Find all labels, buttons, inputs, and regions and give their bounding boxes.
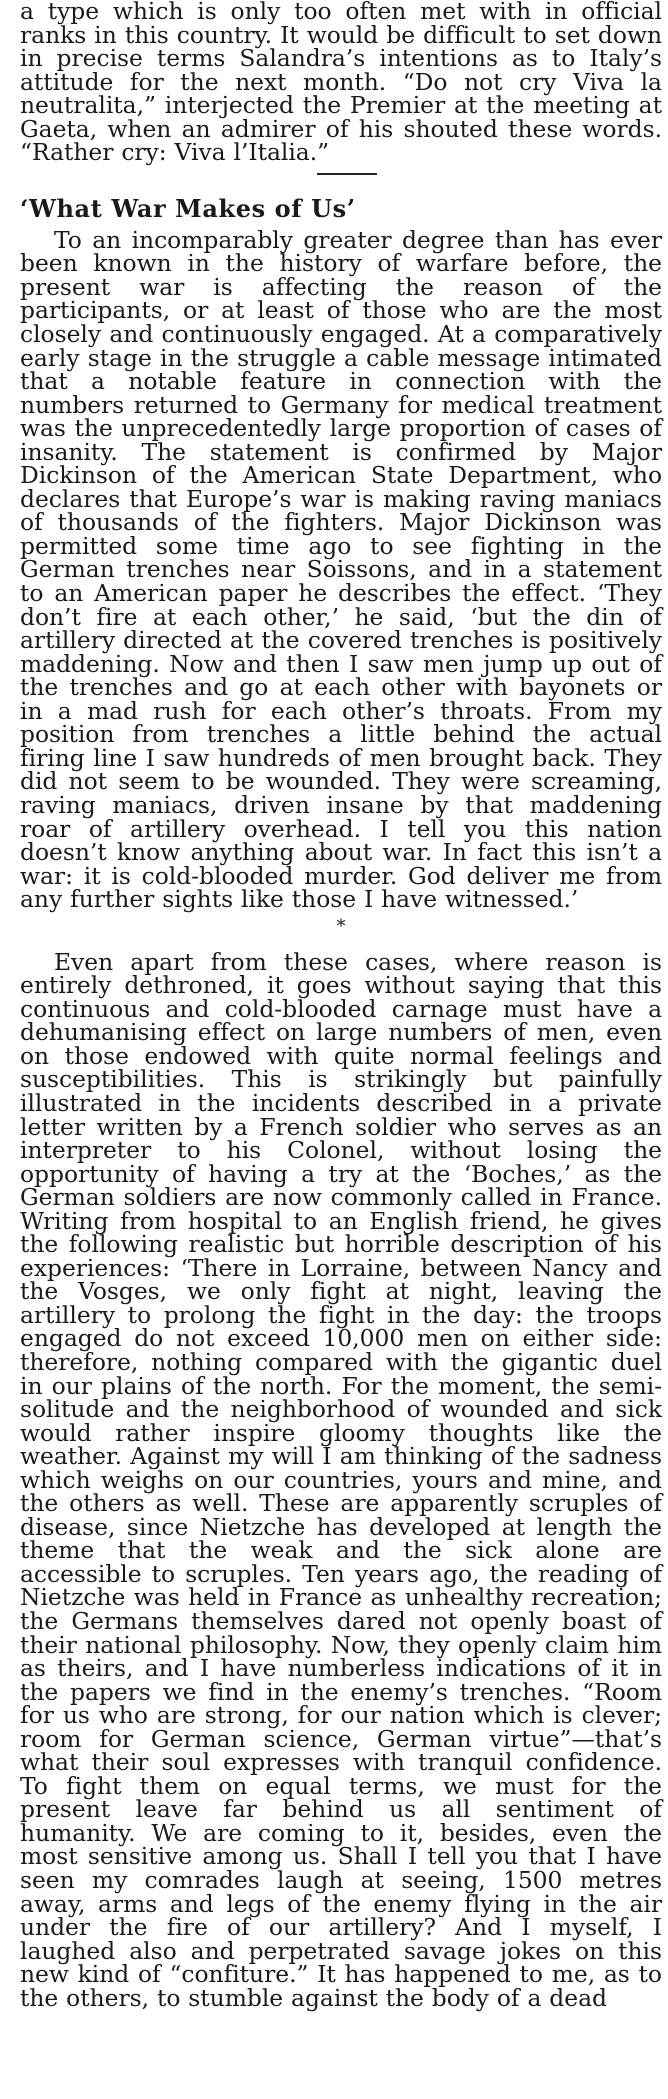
section-divider xyxy=(317,173,377,175)
paragraph-2: Even apart from these cases, where reason is entirely dethroned, it goes without saying that this continuous and cold-blooded carnage must have a dehumanising effect on large numbers of men, even on those endowed with quite normal feelings and susceptibilities. This is strikingly but painfully illustrated in the incidents described in a private letter written by a French soldier who serves as an interpreter to his Colonel, without losing the opportunity of having a try at the ‘Boches,’ as the German soldiers are now commonly called in France. Writing from hospital to an English friend, he gives the following realistic but horrible description of his experiences: ‘There in Lorraine, between Nancy and the Vosges, we only fight at night, leaving the artillery to prolong the fight in the day: the troops engaged do not exceed 10,000 men on either side: therefore, nothing compared with the gigantic duel in our plains of the north. For the moment, the semi-solitude and the neighborhood of wounded and sick would rather inspire gloomy thoughts like the weather. Against my will I am thinking of the sadness which weighs on our countries, yours and mine, and the others as well. These are apparently scruples of disease, since Nietzche has developed at length the theme that the weak and the sick alone are accessible to scruples. Ten years ago, the reading of Nietzche was held in France as unhealthy recreation; the Germans themselves dared not openly boast of their national philosophy. Now, they openly claim him as theirs, and I have numberless indications of it in the papers we find in the enemy’s trenches. “Room for us who are strong, for our nation which is clever; room for German science, German virtue”—that’s what their soul expresses with tranquil confidence. To fight them on equal terms, we must for the present leave far behind us all sentiment of humanity. We are coming to it, besides, even the most sensitive among us. Shall I tell you that I have seen my comrades laugh at seeing, 1500 metres away, arms and legs of the enemy flying in the air under the fire of our artillery? And I myself, I laughed also and perpetrated savage jokes on this new kind of “confiture.” It has happened to me, as to the others, to stumble against the body of a dead xyxy=(20,947,662,2012)
asterism-separator: * xyxy=(336,915,346,937)
paragraph-1: To an incomparably greater degree than has ever been known in the history of warfare before, the present war is affecting the reason of the participants, or at least of those who are the most closely and continuously engaged. At a comparatively early stage in the struggle a cable message intimated that a notable feature in connection with the numbers returned to Germany for medical treatment was the unprecedentedly large proportion of cases of insanity. The statement is confirmed by Major Dickinson of the American State Department, who declares that Europe’s war is making raving maniacs of thousands of the fighters. Major Dickinson was permitted some time ago to see fighting in the German trenches near Soissons, and in a statement to an American paper he describes the effect. ‘They don’t fire at each other,’ he said, ‘but the din of artillery directed at the covered trenches is positively maddening. Now and then I saw men jump up out of the trenches and go at each other with bayonets or in a mad rush for each other’s throats. From my position from trenches a little behind the actual firing line I saw hundreds of men brought back. They did not seem to be wounded. They were screaming, raving maniacs, driven insane by that maddening roar of artillery overhead. I tell you this nation doesn’t know anything about war. In fact this isn’t a war: it is cold-blooded murder. God deliver me from any further sights like those I have witnessed.’ xyxy=(20,225,662,914)
top-paragraph: a type which is only too often met with in official ranks in this country. It would be difficult to set down in precise terms Salandra’s intentions as to Italy’s attitude for the next month. “Do not cry Viva la neutralita,” interjected the Premier at the meeting at Gaeta, when an admirer of his shouted these words. “Rather cry: Viva l’Italia.” xyxy=(20,0,662,167)
section-heading: ‘What War Makes of Us’ xyxy=(20,193,356,223)
